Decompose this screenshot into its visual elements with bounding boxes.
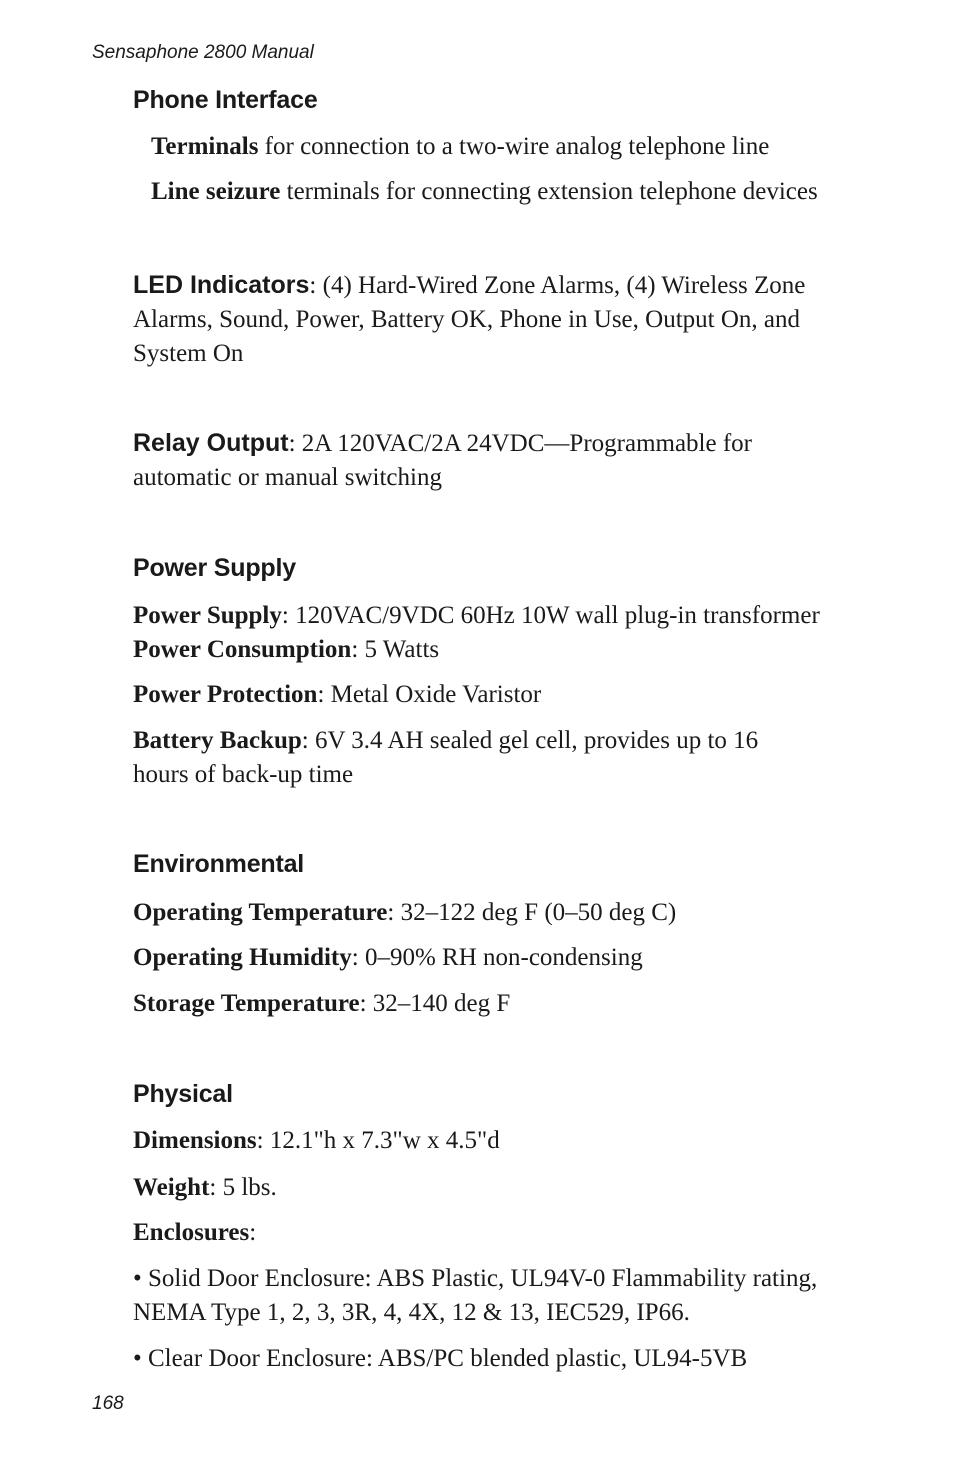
led-line-2: Alarms, Sound, Power, Battery OK, Phone in Use, Output On, and <box>133 306 800 333</box>
line-seizure-text: terminals for connecting extension telephone devices <box>280 178 818 205</box>
line-seizure-label: Line seizure <box>151 178 281 205</box>
terminals-text: for connection to a two-wire analog telephone line <box>258 133 770 160</box>
relay-output-spec <box>133 426 873 495</box>
operating-temperature-label: Operating Temperature <box>133 899 388 926</box>
relay-line-1: : 2A 120VAC/2A 24VDC—Programmable for <box>288 430 752 457</box>
operating-temperature-text: : 32–122 deg F (0–50 deg C) <box>387 899 677 926</box>
section-heading-physical: Physical <box>133 1080 233 1108</box>
storage-temperature-text: : 32–140 deg F <box>359 990 511 1017</box>
battery-line-2: hours of back-up time <box>133 761 354 788</box>
power-consumption-label: Power Consumption <box>133 636 352 663</box>
terminals-label: Terminals <box>151 133 259 160</box>
operating-humidity-label: Operating Humidity <box>133 944 352 971</box>
solid-door-enclosure-item <box>133 1262 873 1330</box>
power-protection-text: : Metal Oxide Varistor <box>317 681 542 708</box>
section-heading-relay-output: Relay Output <box>133 429 289 457</box>
operating-humidity-spec <box>133 941 873 975</box>
section-heading-power-supply: Power Supply <box>133 554 296 582</box>
weight-text: : 5 lbs. <box>209 1174 277 1201</box>
led-line-1: : (4) Hard-Wired Zone Alarms, (4) Wireless Zone <box>309 272 806 299</box>
power-supply-spec <box>133 599 873 667</box>
page-number: 168 <box>92 1393 124 1414</box>
power-protection-spec <box>133 678 873 712</box>
weight-spec <box>133 1171 873 1205</box>
relay-line-2: automatic or manual switching <box>133 464 442 491</box>
section-heading-environmental: Environmental <box>133 850 305 878</box>
enclosures-spec <box>133 1216 873 1250</box>
storage-temperature-label: Storage Temperature <box>133 990 360 1017</box>
solid-door-line-1: • Solid Door Enclosure: ABS Plastic, UL94V-0 Flammability rating, <box>133 1265 818 1292</box>
battery-line-1: : 6V 3.4 AH sealed gel cell, provides up to 16 <box>301 727 759 754</box>
dimensions-spec <box>133 1124 873 1158</box>
section-heading-led-indicators: LED Indicators <box>133 271 310 299</box>
power-supply-text: : 120VAC/9VDC 60Hz 10W wall plug-in transformer <box>281 602 820 629</box>
line-seizure-spec <box>151 175 891 209</box>
battery-backup-label: Battery Backup <box>133 727 302 754</box>
weight-label: Weight <box>133 1174 210 1201</box>
solid-door-line-2: NEMA Type 1, 2, 3, 3R, 4, 4X, 12 & 13, IEC529, IP66. <box>133 1299 690 1326</box>
operating-temperature-spec <box>133 896 873 930</box>
battery-backup-spec <box>133 724 873 792</box>
terminals-spec <box>151 130 891 164</box>
storage-temperature-spec <box>133 987 873 1021</box>
led-line-3: System On <box>133 340 244 367</box>
power-supply-label: Power Supply <box>133 602 282 629</box>
enclosures-colon: : <box>249 1219 257 1246</box>
operating-humidity-text: : 0–90% RH non-condensing <box>351 944 643 971</box>
dimensions-text: : 12.1"h x 7.3"w x 4.5"d <box>256 1127 500 1154</box>
dimensions-label: Dimensions <box>133 1127 257 1154</box>
led-indicators-spec <box>133 268 873 371</box>
section-heading-phone-interface: Phone Interface <box>133 86 318 114</box>
running-header: Sensaphone 2800 Manual <box>92 42 314 63</box>
power-protection-label: Power Protection <box>133 681 318 708</box>
clear-door-enclosure-item: • Clear Door Enclosure: ABS/PC blended plastic, UL94-5VB <box>133 1345 748 1372</box>
enclosures-label: Enclosures <box>133 1219 250 1246</box>
power-consumption-text: : 5 Watts <box>351 636 440 663</box>
